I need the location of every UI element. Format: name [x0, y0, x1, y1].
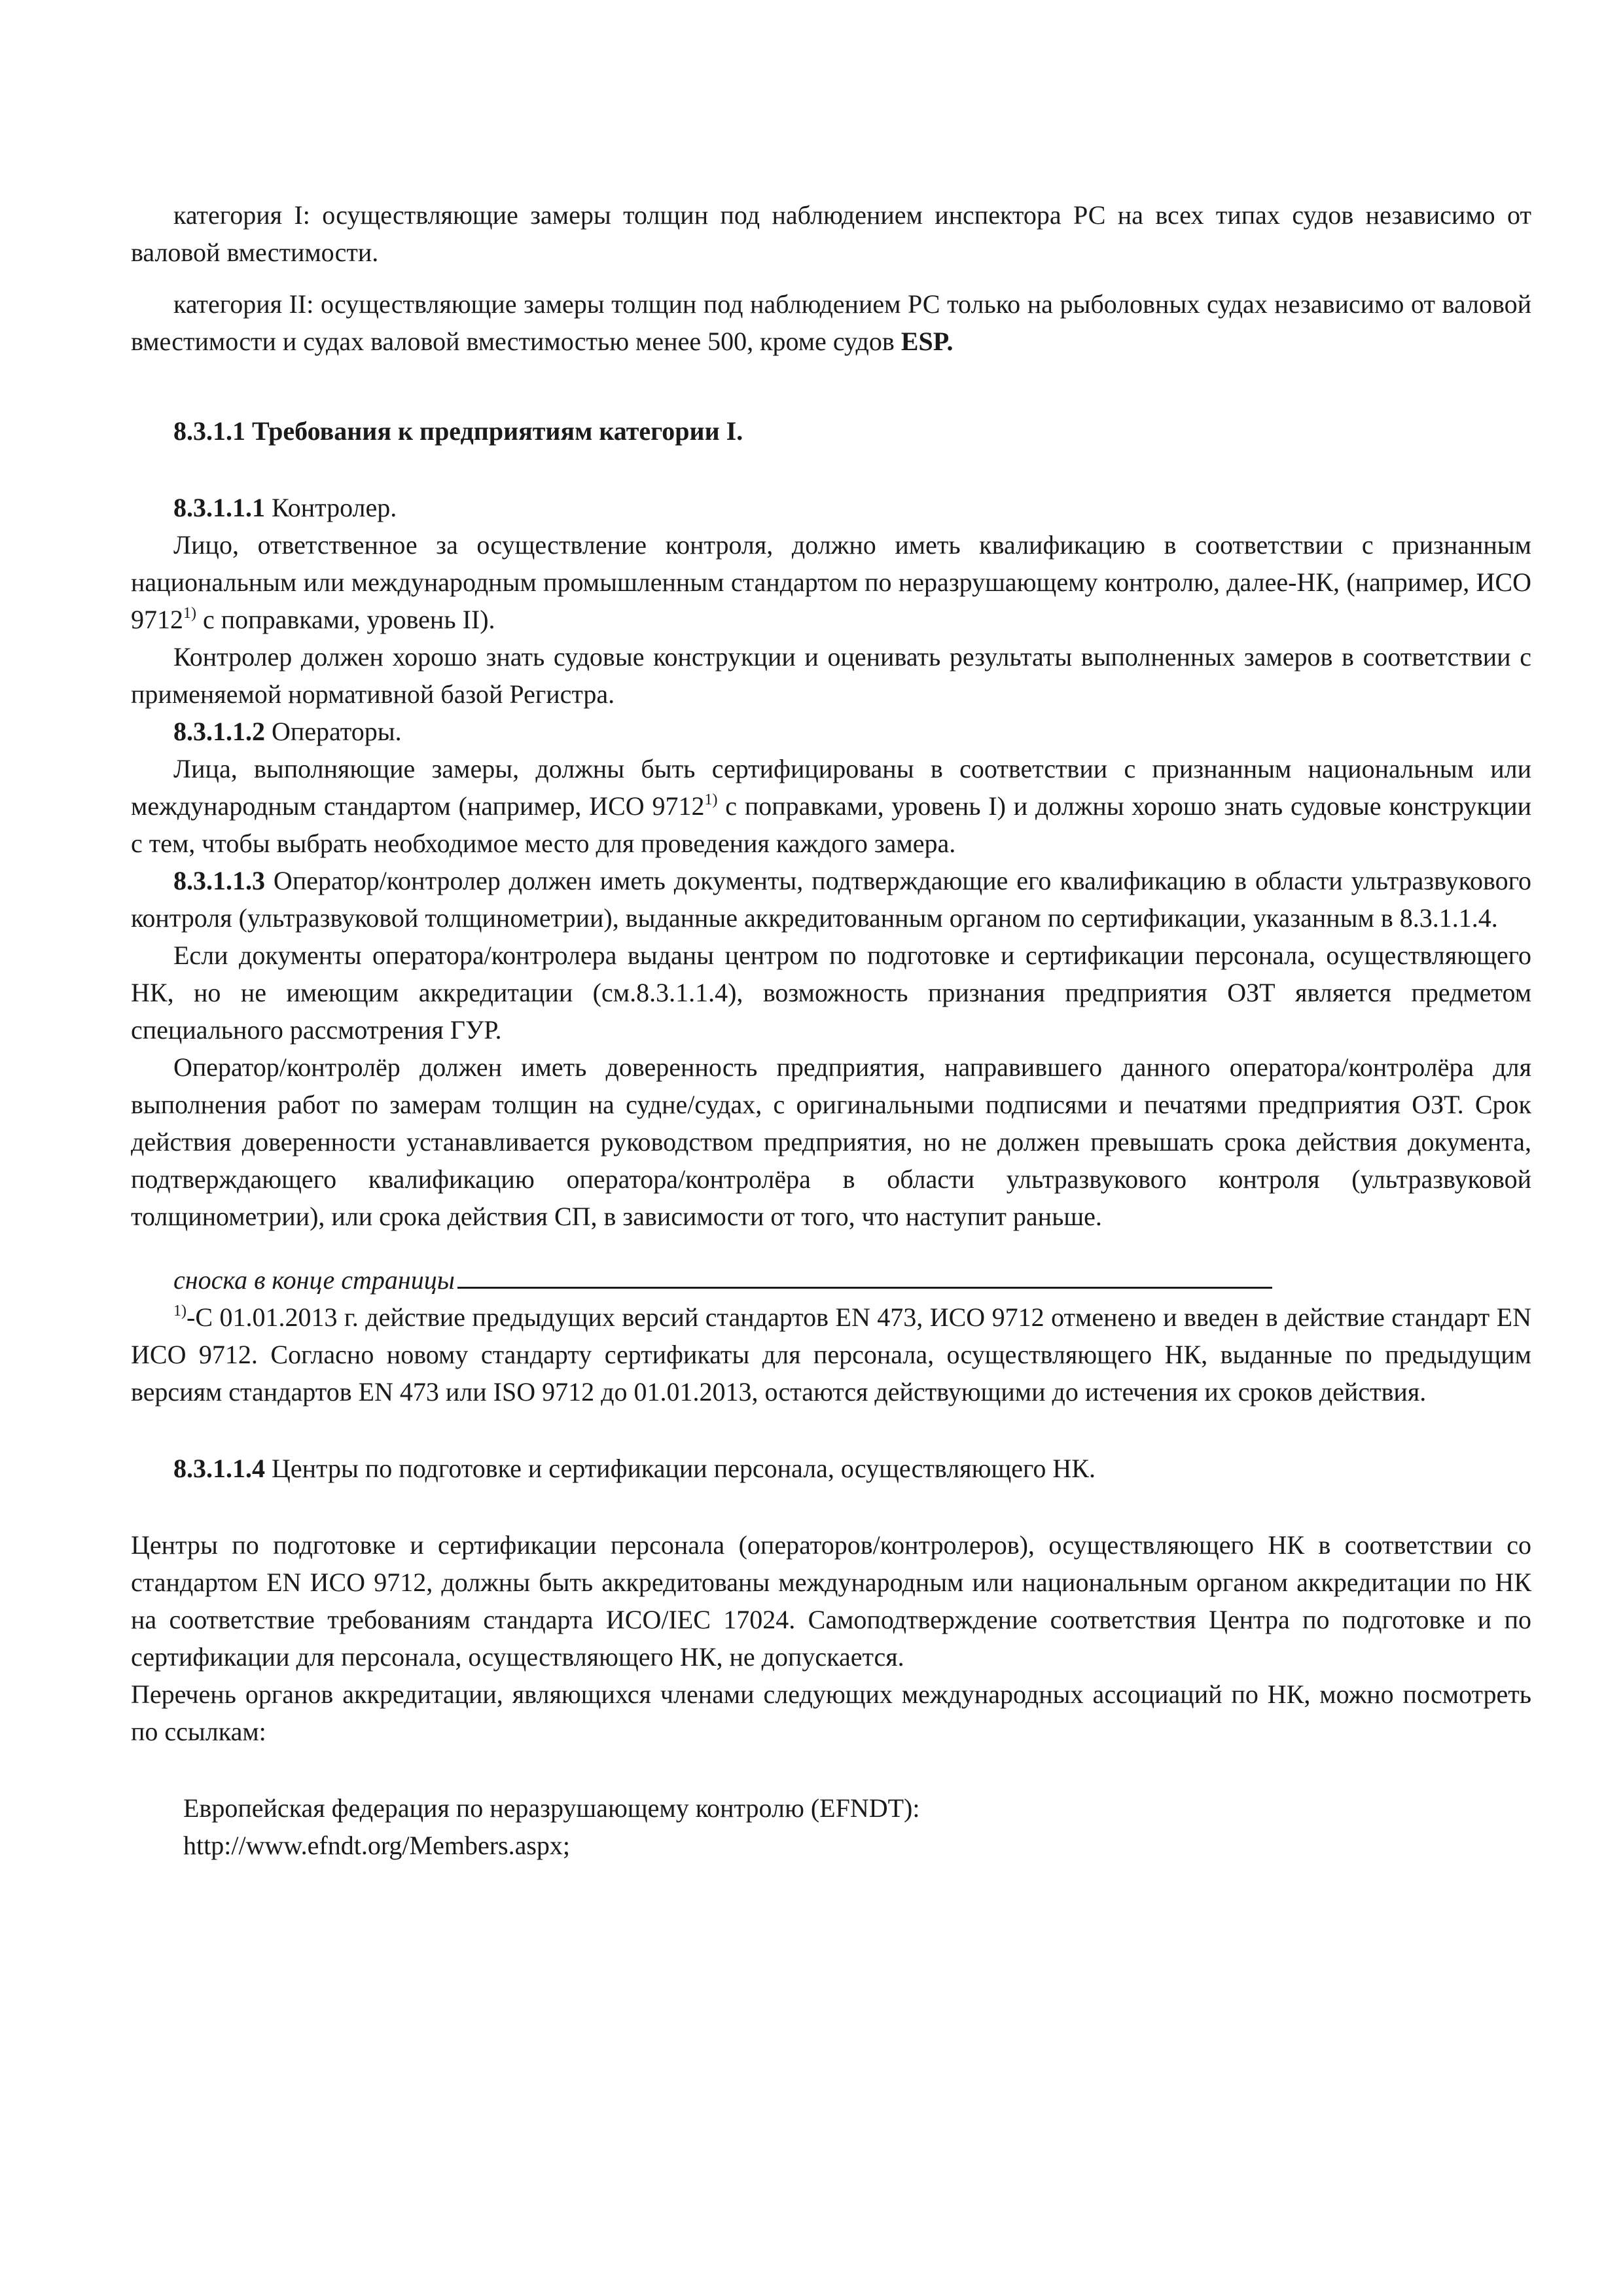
documents-paragraph-1	[131, 862, 1531, 937]
controller-number: 8.3.1.1.1	[173, 493, 265, 522]
operators-paragraph-1	[131, 750, 1531, 862]
controller-paragraph-2: Контролер должен хорошо знать судовые конструкции и оценивать результаты выполненных замеров в соответствии с применяемой нормативной базой Регистра.	[131, 642, 1531, 709]
operators-para1-tail: с поправками, уровень I) и должны хорошо знать судовые конструкции с тем, чтобы выбрать необходимое место для проведения каждого замера.	[131, 791, 1531, 858]
controller-title: Контролер.	[265, 493, 397, 522]
footnote-ref: 1)	[183, 605, 196, 622]
centers-paragraph-1: Центры по подготовке и сертификации персонала (операторов/контролеров), осуществляющего НК в соответствии со стандартом EN ИСО 9712, должны быть аккредитованы международным или национальным органом аккредитации по НК на соответствие требованиям стандарта ИСО/IEC 17024. Самоподтверждение соответствия Центра по подготовке и по сертификации для персонала, осуществляющего НК, не допускается.	[131, 1530, 1531, 1672]
efndt-link[interactable]: http://www.efndt.org/Members.aspx;	[183, 1831, 571, 1860]
operators-title: Операторы.	[265, 717, 402, 746]
centers-heading	[131, 1450, 1531, 1487]
controller-para1-text: Лицо, ответственное за осуществление контроля, должно иметь квалификацию в соответствии с признанным национальным или международным промышленным стандартом по неразрушающему контролю, далее-НК, (например, ИСО 9712	[131, 530, 1531, 634]
controller-heading	[131, 489, 1531, 526]
category-1-paragraph: категория I: осуществляющие замеры толщин под наблюдением инспектора РС на всех типах судов независимо от валовой вместимости.	[131, 200, 1531, 267]
page-content	[131, 196, 1531, 1864]
footnote-text	[131, 1299, 1531, 1410]
documents-number: 8.3.1.1.3	[173, 866, 265, 895]
centers-number: 8.3.1.1.4	[173, 1454, 265, 1483]
category-2-esp: ESP.	[901, 327, 954, 356]
footnote-heading-text: сноска в конце страницы	[173, 1265, 455, 1295]
category-2-paragraph	[131, 285, 1531, 360]
centers-paragraph-2: Перечень органов аккредитации, являющихся членами следующих международных ассоциаций по НК, можно посмотреть по ссылкам:	[131, 1679, 1531, 1746]
documents-para1-text: Оператор/контролер должен иметь документы, подтверждающие его квалификацию в области ультразвукового контроля (ультразвуковой толщинометрии), выданные аккредитованным органом по сертификации, указанным в 8.3.1.1.4.	[131, 866, 1531, 933]
footnote-mark: 1)	[173, 1302, 187, 1319]
section-heading-text: 8.3.1.1 Требования к предприятиям категории I.	[173, 416, 743, 446]
operators-para1-text: Лица, выполняющие замеры, должны быть сертифицированы в соответствии с признанным национальным или международным стандартом (например, ИСО 9712	[131, 754, 1531, 821]
operators-number: 8.3.1.1.2	[173, 717, 265, 746]
efndt-name: Европейская федерация по неразрушающему контролю (EFNDT):	[183, 1793, 920, 1823]
footnote-body: -С 01.01.2013 г. действие предыдущих версий стандартов EN 473, ИСО 9712 отменено и введен в действие стандарт EN ИСО 9712. Согласно новому стандарту сертификаты для персонала, осуществляющего НК, выданные по предыдущим версиям стандартов EN 473 или ISO 9712 до 01.01.2013, остаются действующими до истечения их сроков действия.	[131, 1302, 1531, 1407]
footnote-ref: 1)	[704, 791, 718, 808]
centers-title: Центры по подготовке и сертификации персонала, осуществляющего НК.	[265, 1454, 1096, 1483]
footnote-heading	[131, 1261, 1531, 1299]
controller-para1-tail: с поправками, уровень II).	[196, 605, 495, 634]
category-2-text: категория II: осуществляющие замеры толщин под наблюдением РС только на рыболовных судах независимо от валовой вместимости и судах валовой вместимостью менее 500, кроме судов	[131, 289, 1531, 356]
links-list	[131, 1789, 1531, 1864]
documents-paragraph-2: Если документы оператора/контролера выданы центром по подготовке и сертификации персонала, осуществляющего НК, но не имеющим аккредитации (см.8.3.1.1.4), возможность признания предприятия ОЗТ является предметом специального рассмотрения ГУР.	[131, 941, 1531, 1045]
controller-paragraph-1	[131, 526, 1531, 638]
section-heading-8-3-1-1	[131, 412, 1531, 450]
operators-heading	[131, 713, 1531, 750]
footnote-rule	[457, 1286, 1272, 1289]
documents-paragraph-3: Оператор/контролёр должен иметь доверенность предприятия, направившего данного оператора/контролёра для выполнения работ по замерам толщин на судне/судах, с оригинальными подписями и печатями предприятия ОЗТ. Срок действия доверенности устанавливается руководством предприятия, но не должен превышать срока действия документа, подтверждающего квалификацию оператора/контролёра в области ультразвукового контроля (ультразвуковой толщинометрии), или срока действия СП, в зависимости от того, что наступит раньше.	[131, 1052, 1531, 1231]
